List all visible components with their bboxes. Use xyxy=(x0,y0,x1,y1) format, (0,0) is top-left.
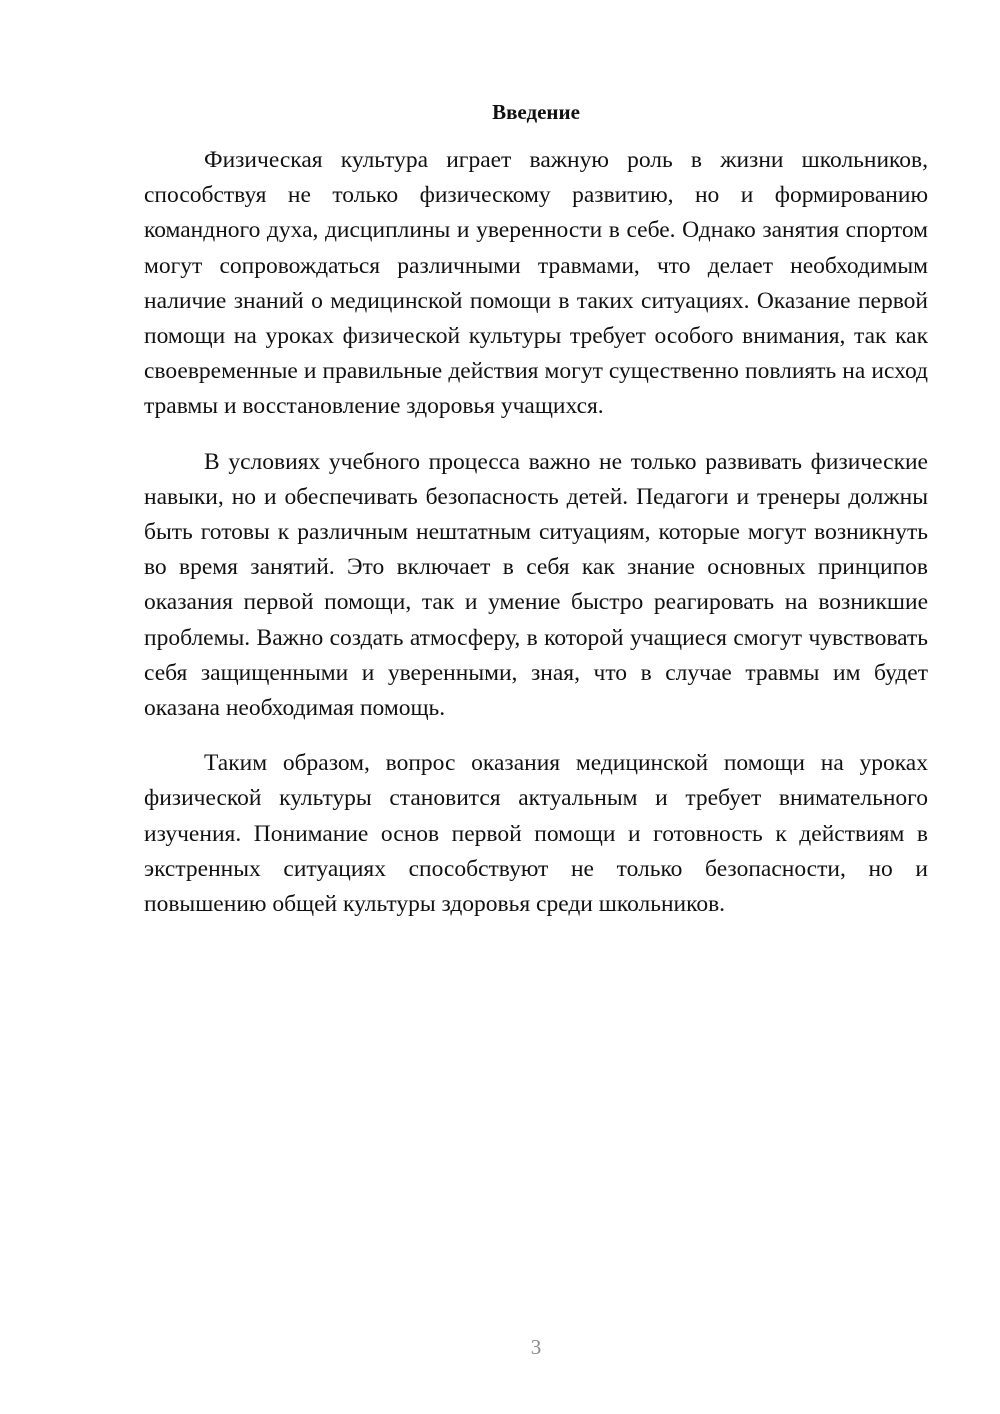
page-number: 3 xyxy=(530,1335,542,1359)
section-title: Введение xyxy=(492,100,580,124)
paragraph-1: Физическая культура играет важную роль в жизни школьников, способствуя не только физическому развитию, но и формированию командного духа, дисциплины и уверенности в себе. Однако занятия спортом могут сопровождаться различными травмами, что делает необходимым наличие знаний о медицинской помощи в таких ситуациях. Оказание первой помощи на уроках физической культуры требует особого внимания, так как своевременные и правильные действия могут существенно повлиять на исход травмы и восстановление здоровья учащихся. xyxy=(144,147,928,420)
body-text xyxy=(144,143,928,942)
paragraph-2: В условиях учебного процесса важно не только развивать физические навыки, но и обеспечивать безопасность детей. Педагоги и тренеры должны быть готовы к различным нештатным ситуациям, которые могут возникнуть во время занятий. Это включает в себя как знание основных принципов оказания первой помощи, так и умение быстро реагировать на возникшие проблемы. Важно создать атмосферу, в которой учащиеся смогут чувствовать себя защищенными и уверенными, зная, что в случае травмы им будет оказана необходимая помощь. xyxy=(144,448,928,722)
paragraph-3: Таким образом, вопрос оказания медицинской помощи на уроках физической культуры становится актуальным и требует внимательного изучения. Понимание основ первой помощи и готовность к действиям в экстренных ситуациях способствуют не только безопасности, но и повышению общей культуры здоровья среди школьников. xyxy=(144,750,928,918)
